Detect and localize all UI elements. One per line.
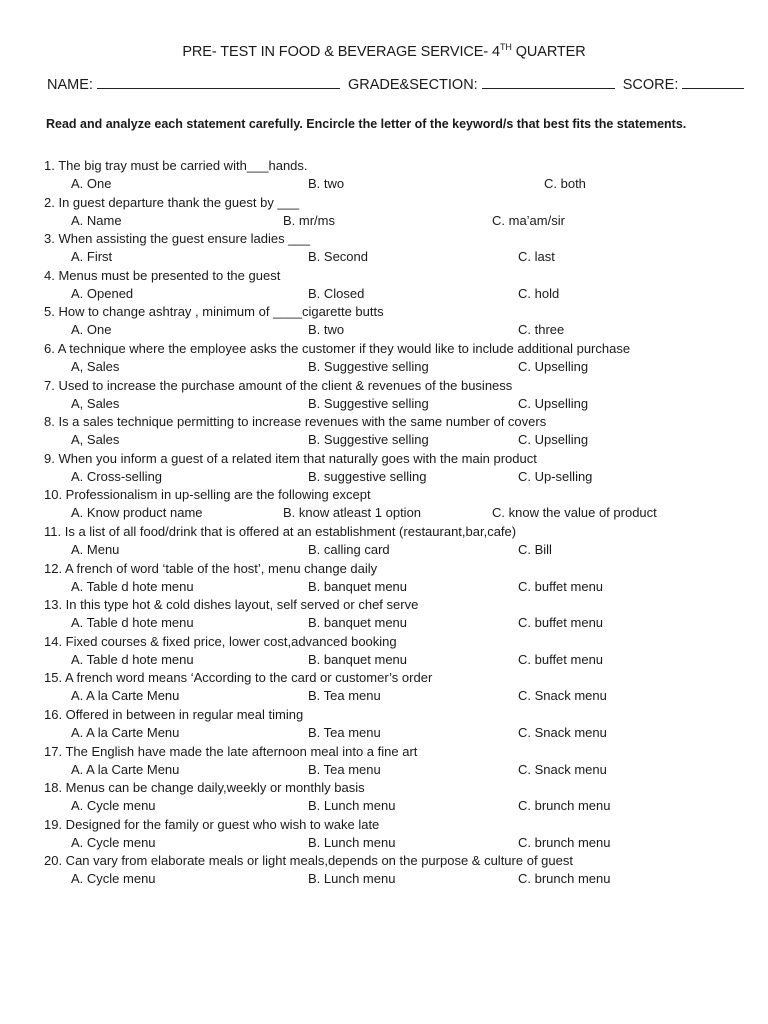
option-b[interactable]: B. two <box>308 322 345 338</box>
option-b[interactable]: B. Lunch menu <box>308 871 396 887</box>
name-field[interactable] <box>97 75 340 89</box>
option-a[interactable]: A. One <box>71 322 112 338</box>
option-a[interactable]: A. First <box>71 249 113 265</box>
grade-section-field[interactable] <box>482 75 615 89</box>
option-a[interactable]: A. Cycle menu <box>71 834 156 850</box>
option-c[interactable]: C. buffet menu <box>518 578 604 594</box>
score-field[interactable] <box>682 75 744 89</box>
question-item <box>0 853 768 890</box>
option-c[interactable]: C. Up-selling <box>518 468 593 484</box>
question-item <box>0 231 768 268</box>
option-b[interactable]: B. Tea menu <box>308 724 381 740</box>
question-item <box>0 817 768 854</box>
question-text: 1. The big tray must be carried with___hands. <box>44 158 308 173</box>
option-c[interactable]: C. buffet menu <box>518 651 604 667</box>
option-c[interactable]: C. three <box>518 322 565 338</box>
option-a[interactable]: A. One <box>71 176 112 191</box>
question-text: 16. Offered in between in regular meal timing <box>44 706 304 722</box>
question-text: 15. A french word means ‘According to the card or customer’s order <box>44 670 433 686</box>
option-c[interactable]: C. Upselling <box>518 432 589 448</box>
option-c[interactable]: C. brunch menu <box>518 798 611 814</box>
option-a[interactable]: A. Table d hote menu <box>71 651 194 667</box>
option-b[interactable]: B. banquet menu <box>308 615 408 631</box>
question-text: 20. Can vary from elaborate meals or light meals,depends on the purpose & culture of guest <box>44 853 573 869</box>
question-item <box>0 670 768 707</box>
page-title: PRE- TEST IN FOOD & BEVERAGE SERVICE- 4TH QUARTER <box>182 42 586 60</box>
option-a[interactable]: A. Table d hote menu <box>71 578 194 594</box>
question-text: 10. Professionalism in up-selling are the following except <box>44 487 371 503</box>
question-item <box>0 378 768 415</box>
question-item <box>0 634 768 671</box>
question-text: 3. When assisting the guest ensure ladies ___ <box>44 231 310 247</box>
option-a[interactable]: A. Know product name <box>71 505 203 521</box>
option-a[interactable]: A. A la Carte Menu <box>71 688 180 704</box>
question-text: 17. The English have made the late afternoon meal into a fine art <box>44 743 418 759</box>
question-text: 2. In guest departure thank the guest by ___ <box>44 194 300 210</box>
option-b[interactable]: B. Lunch menu <box>308 834 396 850</box>
question-text: 7. Used to increase the purchase amount of the client & revenues of the business <box>44 377 513 393</box>
question-item <box>0 780 768 817</box>
option-c[interactable]: C. brunch menu <box>518 834 611 850</box>
option-b[interactable]: B. Tea menu <box>308 761 381 777</box>
option-b[interactable]: B. banquet menu <box>308 578 408 594</box>
grade-section-label: GRADE&SECTION: <box>347 77 478 93</box>
question-item <box>0 524 768 561</box>
question-item <box>0 707 768 744</box>
option-b[interactable]: B. calling card <box>308 541 390 557</box>
option-b[interactable]: B. suggestive selling <box>308 468 427 484</box>
option-b[interactable]: B. Suggestive selling <box>308 358 429 374</box>
option-a[interactable]: A, Sales <box>71 395 120 411</box>
question-text: 13. In this type hot & cold dishes layout, self served or chef serve <box>44 597 419 613</box>
question-text: 6. A technique where the employee asks the customer if they would like to include additional purchase <box>44 340 631 356</box>
question-text: 14. Fixed courses & fixed price, lower cost,advanced booking <box>44 633 397 649</box>
instructions: Read and analyze each statement carefully. Encircle the letter of the keyword/s that best fits the statements. <box>46 117 687 131</box>
option-c[interactable]: C. Upselling <box>518 358 589 374</box>
option-b[interactable]: B. Suggestive selling <box>308 432 429 448</box>
option-b[interactable]: B. Suggestive selling <box>308 395 429 411</box>
question-text: 4. Menus must be presented to the guest <box>44 267 281 283</box>
option-c[interactable]: C. know the value of product <box>492 505 657 521</box>
option-a[interactable]: A. Cycle menu <box>71 871 156 887</box>
option-a[interactable]: A. Menu <box>71 541 120 557</box>
option-a[interactable]: A. Cycle menu <box>71 798 156 814</box>
option-b[interactable]: B. Tea menu <box>308 688 381 704</box>
title-superscript: TH <box>499 42 512 52</box>
question-text: 5. How to change ashtray , minimum of ____cigarette butts <box>44 304 384 320</box>
question-text: 19. Designed for the family or guest who wish to wake late <box>44 816 380 832</box>
option-b[interactable]: B. two <box>308 176 345 191</box>
option-b[interactable]: B. mr/ms <box>283 212 335 228</box>
option-c[interactable]: C. last <box>518 249 555 265</box>
question-item <box>0 487 768 524</box>
option-a[interactable]: A, Sales <box>71 432 120 448</box>
option-b[interactable]: B. Second <box>308 249 368 265</box>
name-label: NAME: <box>47 77 93 93</box>
option-a[interactable]: A. Name <box>71 212 122 228</box>
question-item <box>0 744 768 781</box>
option-a[interactable]: A. A la Carte Menu <box>71 761 180 777</box>
option-a[interactable]: A. Opened <box>71 285 134 301</box>
question-list <box>0 158 768 890</box>
question-text: 8. Is a sales technique permitting to increase revenues with the same number of covers <box>44 414 547 430</box>
option-c[interactable]: C. Snack menu <box>518 724 607 740</box>
option-a[interactable]: A. Table d hote menu <box>71 615 194 631</box>
question-item <box>0 304 768 341</box>
option-a[interactable]: A. A la Carte Menu <box>71 724 180 740</box>
question-text: 9. When you inform a guest of a related item that naturally goes with the main product <box>44 450 537 466</box>
student-info-line <box>47 75 727 93</box>
option-c[interactable]: C. Upselling <box>518 395 589 411</box>
question-item <box>0 414 768 451</box>
option-c[interactable]: C. hold <box>518 285 560 301</box>
option-b[interactable]: B. Lunch menu <box>308 798 396 814</box>
question-item <box>0 158 768 195</box>
question-text: 18. Menus can be change daily,weekly or monthly basis <box>44 780 365 796</box>
option-c[interactable]: C. both <box>544 176 586 191</box>
question-text: 11. Is a list of all food/drink that is offered at an establishment (restaurant,bar,cafe) <box>44 523 517 539</box>
question-item <box>0 561 768 598</box>
option-a[interactable]: A. Cross-selling <box>71 468 163 484</box>
question-item <box>0 268 768 305</box>
option-c[interactable]: C. Snack menu <box>518 761 607 777</box>
option-b[interactable]: B. banquet menu <box>308 651 408 667</box>
question-text: 12. A french of word ‘table of the host’, menu change daily <box>44 560 378 576</box>
option-c[interactable]: C. Snack menu <box>518 688 607 704</box>
option-c[interactable]: C. Bill <box>518 541 552 557</box>
question-item <box>0 341 768 378</box>
option-c[interactable]: C. buffet menu <box>518 615 604 631</box>
option-b[interactable]: B. know atleast 1 option <box>283 505 422 521</box>
question-item <box>0 451 768 488</box>
question-item <box>0 195 768 232</box>
option-a[interactable]: A, Sales <box>71 358 120 374</box>
question-item <box>0 597 768 634</box>
score-label: SCORE: <box>622 77 679 93</box>
option-c[interactable]: C. ma’am/sir <box>492 212 565 228</box>
option-c[interactable]: C. brunch menu <box>518 871 611 887</box>
option-b[interactable]: B. Closed <box>308 285 365 301</box>
